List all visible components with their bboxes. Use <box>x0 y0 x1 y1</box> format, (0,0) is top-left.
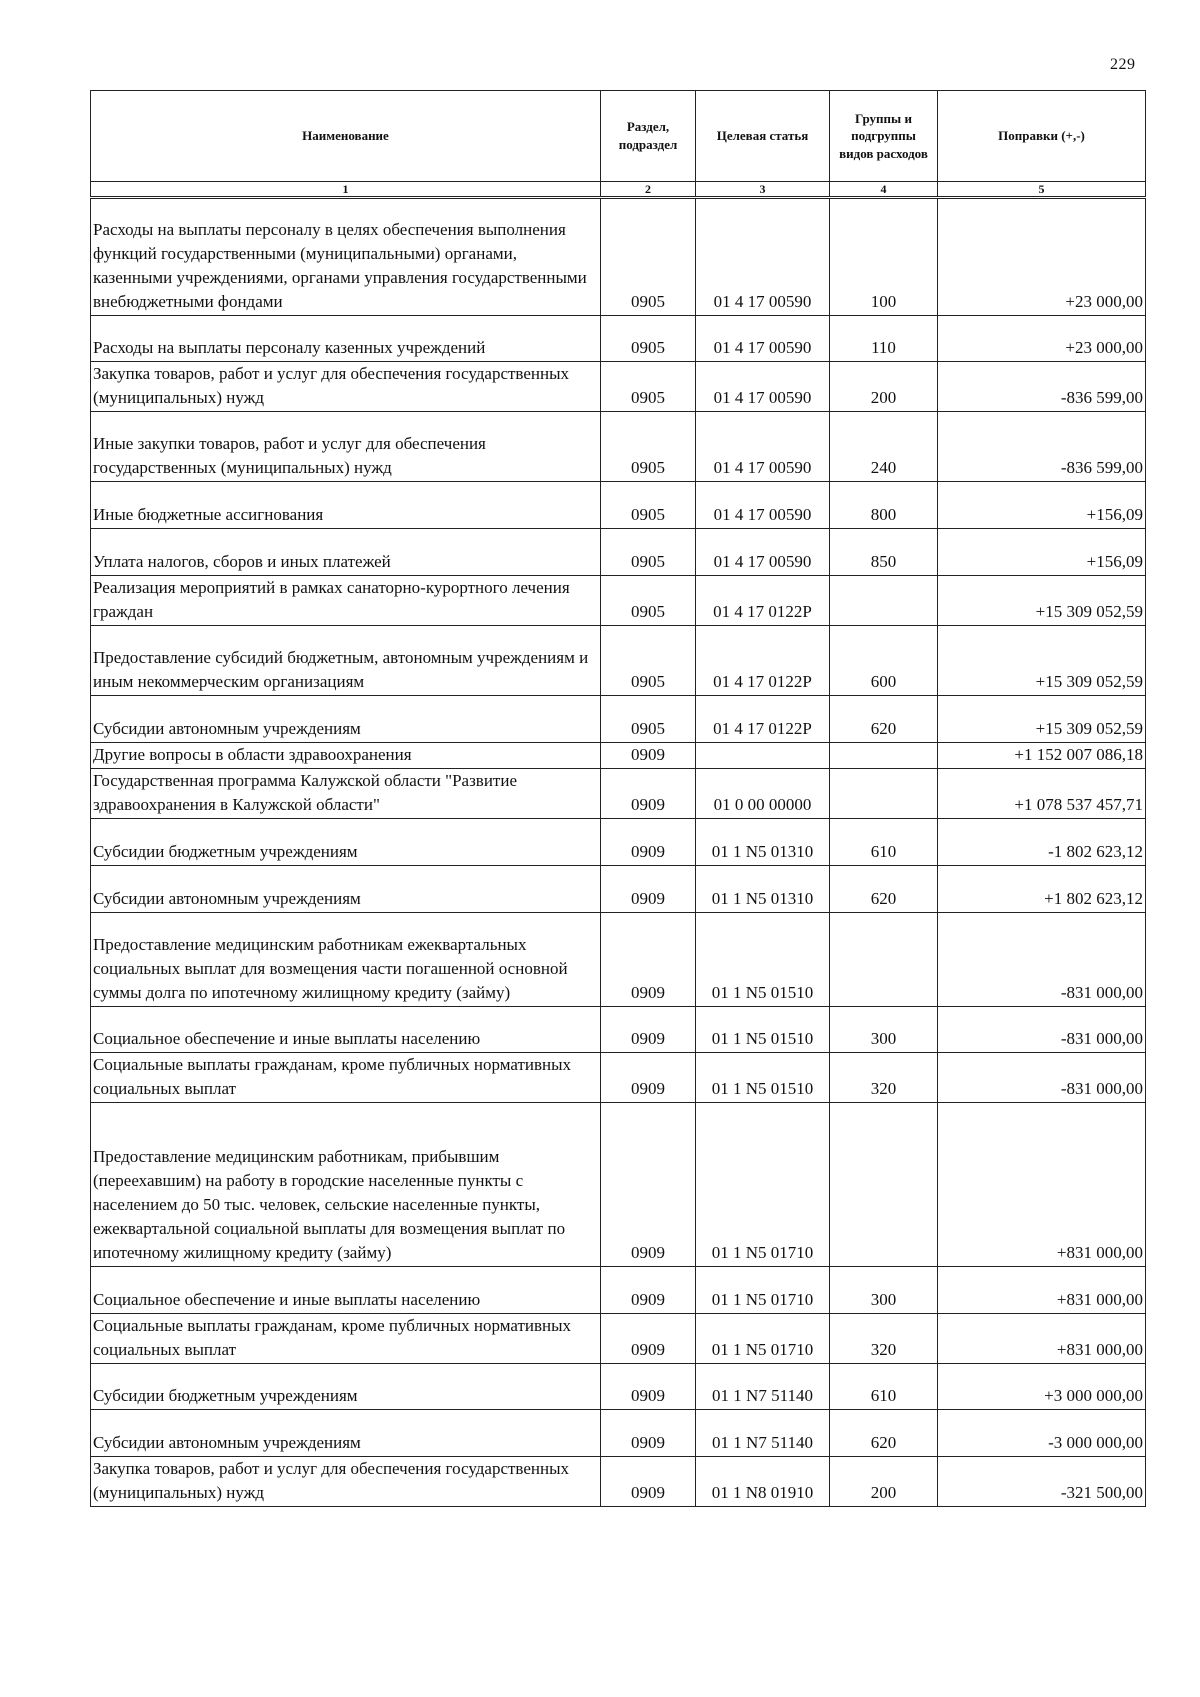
row-name-cell: Социальные выплаты гражданам, кроме публичных нормативных социальных выплат <box>91 1314 601 1364</box>
row-section-cell: 0909 <box>601 1457 696 1507</box>
header-amendments: Поправки (+,-) <box>938 91 1146 182</box>
budget-amendments-table-wrapper <box>90 90 1145 1507</box>
row-amount-cell: +831 000,00 <box>938 1314 1146 1364</box>
row-name-cell: Субсидии бюджетным учреждениям <box>91 1364 601 1410</box>
row-target-article-cell: 01 4 17 0122P <box>696 626 830 696</box>
row-target-article-cell: 01 1 N7 51140 <box>696 1364 830 1410</box>
row-expense-group-cell <box>830 769 938 819</box>
row-section-cell: 0909 <box>601 743 696 769</box>
row-section-cell: 0905 <box>601 696 696 743</box>
row-section-cell: 0905 <box>601 529 696 576</box>
row-target-article-cell: 01 0 00 00000 <box>696 769 830 819</box>
row-amount-cell: -3 000 000,00 <box>938 1410 1146 1457</box>
row-target-article-cell <box>696 743 830 769</box>
table-row <box>91 316 1146 362</box>
page-number: 229 <box>1110 56 1136 73</box>
table-row <box>91 743 1146 769</box>
header-target-article: Целевая статья <box>696 91 830 182</box>
row-name-cell: Социальные выплаты гражданам, кроме публичных нормативных социальных выплат <box>91 1053 601 1103</box>
table-row <box>91 1007 1146 1053</box>
row-expense-group-cell: 600 <box>830 626 938 696</box>
table-row <box>91 529 1146 576</box>
row-target-article-cell: 01 4 17 00590 <box>696 198 830 316</box>
header-expense-group: Группы и подгруппы видов расходов <box>830 91 938 182</box>
row-target-article-cell: 01 4 17 00590 <box>696 482 830 529</box>
row-expense-group-cell: 320 <box>830 1314 938 1364</box>
row-amount-cell: +1 802 623,12 <box>938 866 1146 913</box>
row-section-cell: 0905 <box>601 198 696 316</box>
row-expense-group-cell <box>830 743 938 769</box>
row-section-cell: 0909 <box>601 866 696 913</box>
row-section-cell: 0909 <box>601 1410 696 1457</box>
row-expense-group-cell: 240 <box>830 412 938 482</box>
row-section-cell: 0909 <box>601 1103 696 1267</box>
row-section-cell: 0905 <box>601 482 696 529</box>
column-number: 4 <box>830 182 938 198</box>
table-row <box>91 819 1146 866</box>
table-row <box>91 769 1146 819</box>
table-row <box>91 1457 1146 1507</box>
table-row <box>91 626 1146 696</box>
row-expense-group-cell: 620 <box>830 866 938 913</box>
table-row <box>91 913 1146 1007</box>
header-name: Наименование <box>91 91 601 182</box>
row-section-cell: 0909 <box>601 819 696 866</box>
row-amount-cell: -831 000,00 <box>938 1007 1146 1053</box>
row-name-cell: Государственная программа Калужской области "Развитие здравоохранения в Калужской области" <box>91 769 601 819</box>
row-amount-cell: +156,09 <box>938 529 1146 576</box>
row-section-cell: 0909 <box>601 769 696 819</box>
row-amount-cell: +156,09 <box>938 482 1146 529</box>
row-amount-cell: +23 000,00 <box>938 316 1146 362</box>
row-expense-group-cell: 100 <box>830 198 938 316</box>
row-section-cell: 0909 <box>601 1314 696 1364</box>
row-name-cell: Другие вопросы в области здравоохранения <box>91 743 601 769</box>
row-name-cell: Предоставление медицинским работникам ежеквартальных социальных выплат для возмещения части погашенной основной суммы долга по ипотечному жилищному кредиту (займу) <box>91 913 601 1007</box>
row-target-article-cell: 01 4 17 0122P <box>696 696 830 743</box>
row-expense-group-cell <box>830 913 938 1007</box>
table-row <box>91 1410 1146 1457</box>
row-name-cell: Закупка товаров, работ и услуг для обеспечения государственных (муниципальных) нужд <box>91 1457 601 1507</box>
row-name-cell: Предоставление субсидий бюджетным, автономным учреждениям и иным некоммерческим организациям <box>91 626 601 696</box>
row-section-cell: 0905 <box>601 316 696 362</box>
table-row <box>91 482 1146 529</box>
row-expense-group-cell: 200 <box>830 362 938 412</box>
row-amount-cell: +1 078 537 457,71 <box>938 769 1146 819</box>
row-amount-cell: +831 000,00 <box>938 1267 1146 1314</box>
table-row <box>91 412 1146 482</box>
column-number: 3 <box>696 182 830 198</box>
row-name-cell: Расходы на выплаты персоналу казенных учреждений <box>91 316 601 362</box>
row-target-article-cell: 01 4 17 00590 <box>696 362 830 412</box>
table-row <box>91 1314 1146 1364</box>
row-name-cell: Иные закупки товаров, работ и услуг для обеспечения государственных (муниципальных) нужд <box>91 412 601 482</box>
column-number: 1 <box>91 182 601 198</box>
table-row <box>91 576 1146 626</box>
row-expense-group-cell <box>830 576 938 626</box>
row-section-cell: 0909 <box>601 1053 696 1103</box>
row-section-cell: 0909 <box>601 1007 696 1053</box>
table-row <box>91 198 1146 316</box>
row-expense-group-cell: 110 <box>830 316 938 362</box>
row-expense-group-cell: 610 <box>830 1364 938 1410</box>
row-amount-cell: +23 000,00 <box>938 198 1146 316</box>
row-expense-group-cell: 200 <box>830 1457 938 1507</box>
column-number: 2 <box>601 182 696 198</box>
row-amount-cell: -831 000,00 <box>938 913 1146 1007</box>
row-name-cell: Субсидии автономным учреждениям <box>91 866 601 913</box>
row-name-cell: Закупка товаров, работ и услуг для обеспечения государственных (муниципальных) нужд <box>91 362 601 412</box>
row-target-article-cell: 01 1 N5 01510 <box>696 1053 830 1103</box>
row-name-cell: Уплата налогов, сборов и иных платежей <box>91 529 601 576</box>
budget-amendments-table <box>90 90 1146 1507</box>
row-name-cell: Реализация мероприятий в рамках санаторно-курортного лечения граждан <box>91 576 601 626</box>
row-amount-cell: +15 309 052,59 <box>938 626 1146 696</box>
row-name-cell: Социальное обеспечение и иные выплаты населению <box>91 1007 601 1053</box>
row-section-cell: 0905 <box>601 626 696 696</box>
row-expense-group-cell: 620 <box>830 1410 938 1457</box>
row-amount-cell: +15 309 052,59 <box>938 696 1146 743</box>
row-amount-cell: -321 500,00 <box>938 1457 1146 1507</box>
row-expense-group-cell: 300 <box>830 1007 938 1053</box>
row-section-cell: 0905 <box>601 362 696 412</box>
row-section-cell: 0905 <box>601 576 696 626</box>
row-target-article-cell: 01 4 17 00590 <box>696 529 830 576</box>
row-target-article-cell: 01 4 17 00590 <box>696 316 830 362</box>
table-row <box>91 1267 1146 1314</box>
table-row <box>91 1103 1146 1267</box>
row-amount-cell: +831 000,00 <box>938 1103 1146 1267</box>
row-target-article-cell: 01 1 N5 01710 <box>696 1267 830 1314</box>
row-target-article-cell: 01 1 N5 01510 <box>696 913 830 1007</box>
row-amount-cell: -836 599,00 <box>938 362 1146 412</box>
row-name-cell: Субсидии автономным учреждениям <box>91 1410 601 1457</box>
row-expense-group-cell: 800 <box>830 482 938 529</box>
row-expense-group-cell: 300 <box>830 1267 938 1314</box>
row-expense-group-cell: 620 <box>830 696 938 743</box>
row-expense-group-cell: 850 <box>830 529 938 576</box>
row-name-cell: Социальное обеспечение и иные выплаты населению <box>91 1267 601 1314</box>
row-expense-group-cell: 610 <box>830 819 938 866</box>
row-section-cell: 0909 <box>601 1267 696 1314</box>
row-target-article-cell: 01 1 N5 01310 <box>696 819 830 866</box>
row-target-article-cell: 01 1 N5 01710 <box>696 1314 830 1364</box>
table-row <box>91 1053 1146 1103</box>
row-amount-cell: -836 599,00 <box>938 412 1146 482</box>
row-expense-group-cell <box>830 1103 938 1267</box>
row-section-cell: 0909 <box>601 913 696 1007</box>
table-row <box>91 362 1146 412</box>
table-row <box>91 866 1146 913</box>
table-row <box>91 696 1146 743</box>
row-target-article-cell: 01 4 17 0122P <box>696 576 830 626</box>
row-amount-cell: -831 000,00 <box>938 1053 1146 1103</box>
row-section-cell: 0905 <box>601 412 696 482</box>
row-name-cell: Субсидии бюджетным учреждениям <box>91 819 601 866</box>
row-amount-cell: -1 802 623,12 <box>938 819 1146 866</box>
row-expense-group-cell: 320 <box>830 1053 938 1103</box>
row-name-cell: Субсидии автономным учреждениям <box>91 696 601 743</box>
row-target-article-cell: 01 1 N5 01310 <box>696 866 830 913</box>
row-section-cell: 0909 <box>601 1364 696 1410</box>
row-amount-cell: +15 309 052,59 <box>938 576 1146 626</box>
row-amount-cell: +1 152 007 086,18 <box>938 743 1146 769</box>
row-target-article-cell: 01 1 N5 01710 <box>696 1103 830 1267</box>
row-target-article-cell: 01 1 N7 51140 <box>696 1410 830 1457</box>
row-amount-cell: +3 000 000,00 <box>938 1364 1146 1410</box>
row-target-article-cell: 01 1 N5 01510 <box>696 1007 830 1053</box>
row-name-cell: Предоставление медицинским работникам, прибывшим (переехавшим) на работу в городские населенные пункты с населением до 50 тыс. человек, сельские населенные пункты, ежеквартальной социальной выплаты для возмещения выплат по ипотечному жилищному кредиту (займу) <box>91 1103 601 1267</box>
table-header <box>91 91 1146 198</box>
row-name-cell: Расходы на выплаты персоналу в целях обеспечения выполнения функций государственными (муниципальными) органами, казенными учреждениями, органами управления государственными внебюджетными фондами <box>91 198 601 316</box>
row-name-cell: Иные бюджетные ассигнования <box>91 482 601 529</box>
table-row <box>91 1364 1146 1410</box>
header-section: Раздел, подраздел <box>601 91 696 182</box>
column-number: 5 <box>938 182 1146 198</box>
row-target-article-cell: 01 4 17 00590 <box>696 412 830 482</box>
row-target-article-cell: 01 1 N8 01910 <box>696 1457 830 1507</box>
table-body <box>91 198 1146 1507</box>
